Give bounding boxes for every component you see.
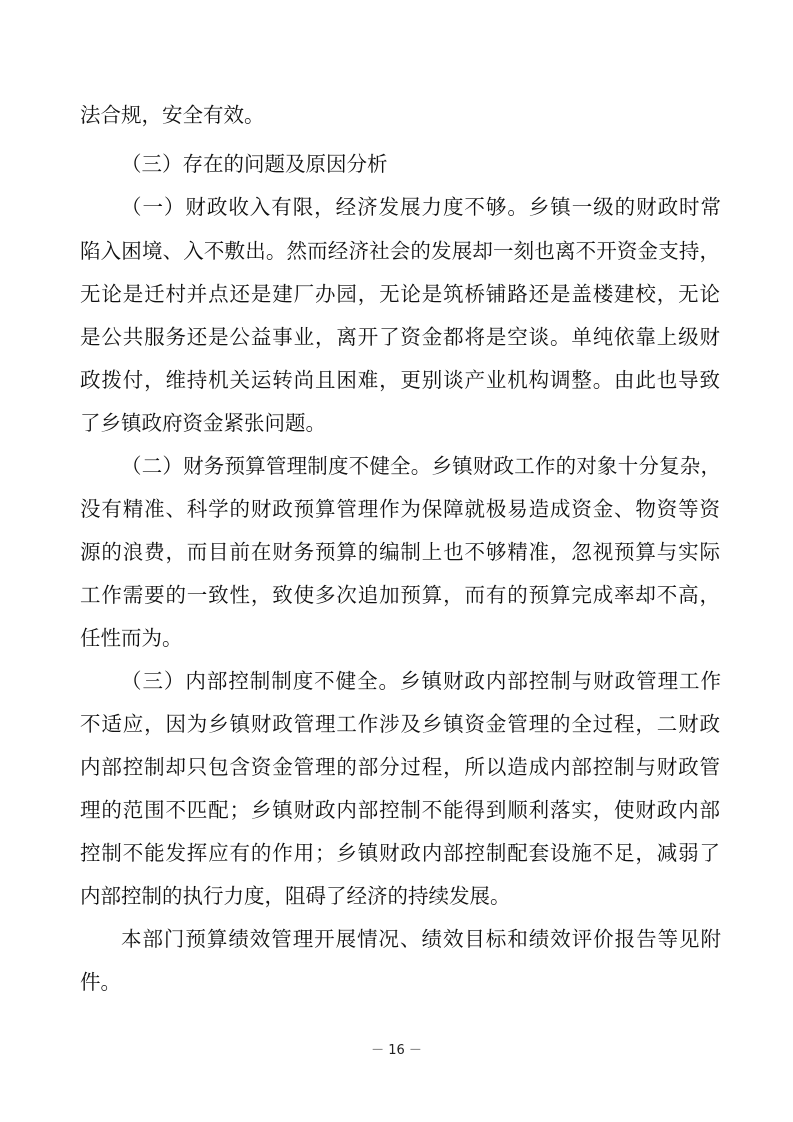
body-text-line: 内部控制的执行力度，阻碍了经济的持续发展。 <box>80 884 511 908</box>
body-text-line: 任性而为。 <box>80 626 183 650</box>
body-text-line: （二）财务预算管理制度不健全。乡镇财政工作的对象十分复杂， <box>121 454 721 478</box>
body-text-line: 内部控制却只包含资金管理的部分过程，所以造成内部控制与财政管 <box>80 755 720 779</box>
page-number: － 16 － <box>371 1043 422 1058</box>
body-text-line: 不适应，因为乡镇财政管理工作涉及乡镇资金管理的全过程，二财政 <box>80 712 720 736</box>
section-heading: （三）存在的问题及原因分析 <box>121 152 388 176</box>
body-text-line: 法合规，安全有效。 <box>80 103 265 127</box>
body-text-line: 了乡镇政府资金紧张问题。 <box>80 411 326 435</box>
body-text-line: 是公共服务还是公益事业，离开了资金都将是空谈。单纯依靠上级财 <box>80 325 720 349</box>
body-text-line: 工作需要的一致性，致使多次追加预算，而有的预算完成率却不高， <box>80 583 720 607</box>
body-text-line: 件。 <box>80 970 121 994</box>
body-text-line: 政拨付，维持机关运转尚且困难，更别谈产业机构调整。由此也导致 <box>80 368 720 392</box>
body-text-line: （三）内部控制制度不健全。乡镇财政内部控制与财政管理工作 <box>121 669 721 693</box>
body-text-line: 无论是迁村并点还是建厂办园，无论是筑桥铺路还是盖楼建校，无论 <box>80 282 720 306</box>
body-text-line: 控制不能发挥应有的作用；乡镇财政内部控制配套设施不足，减弱了 <box>80 841 720 865</box>
body-text-line: 没有精准、科学的财政预算管理作为保障就极易造成资金、物资等资 <box>80 497 720 521</box>
body-text-line: 陷入困境、入不敷出。然而经济社会的发展却一刻也离不开资金支持， <box>80 239 720 263</box>
body-text-line: 理的范围不匹配；乡镇财政内部控制不能得到顺利落实，使财政内部 <box>80 798 720 822</box>
body-text-line: （一）财政收入有限，经济发展力度不够。乡镇一级的财政时常 <box>121 195 721 219</box>
body-text-line: 源的浪费，而目前在财务预算的编制上也不够精准，忽视预算与实际 <box>80 540 720 564</box>
body-text-line: 本部门预算绩效管理开展情况、绩效目标和绩效评价报告等见附 <box>121 927 721 951</box>
